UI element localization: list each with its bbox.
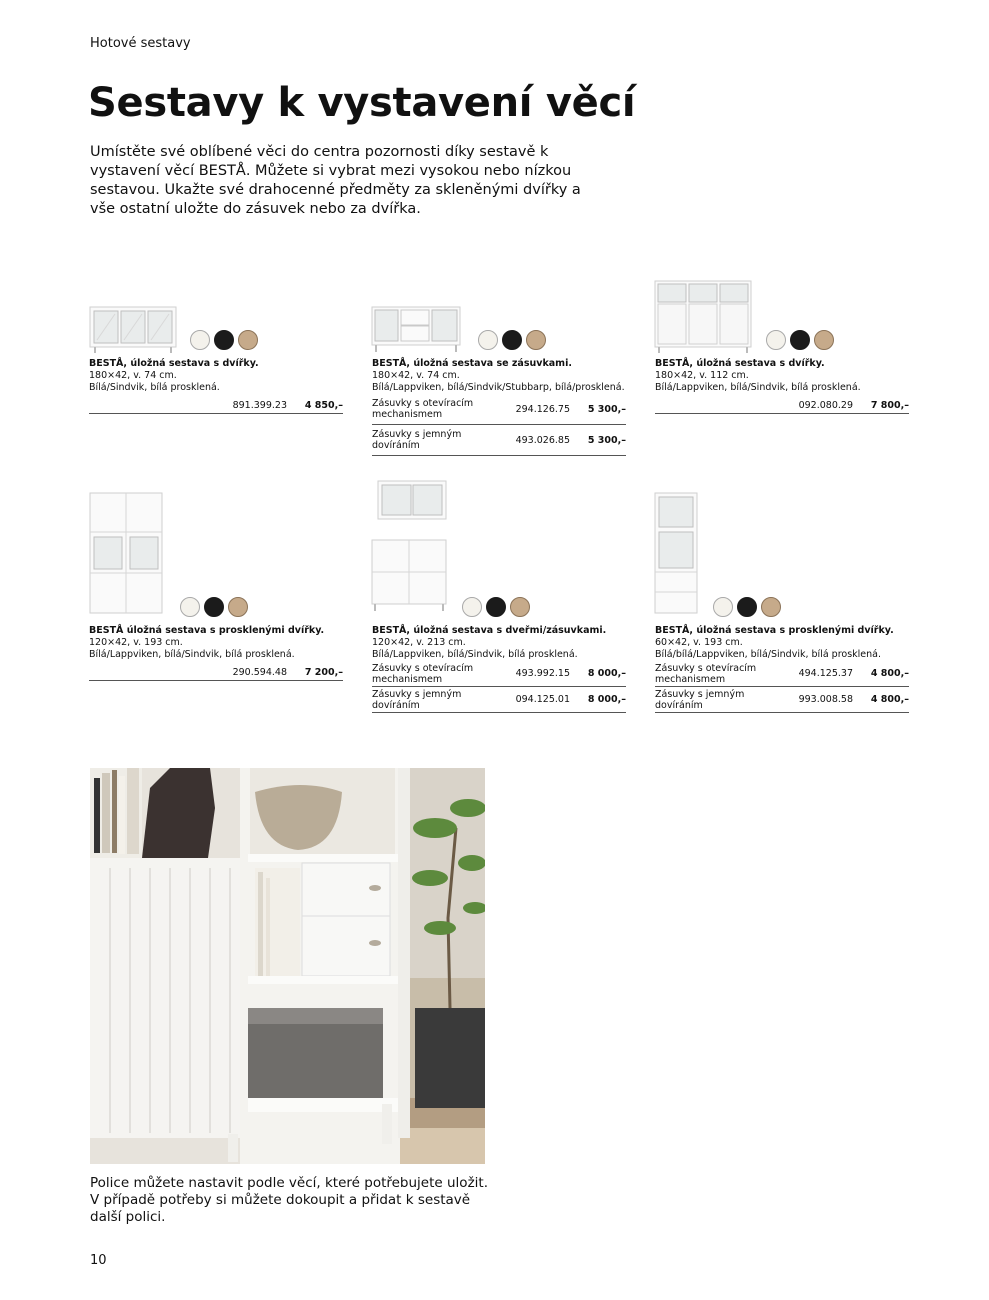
intro-paragraph: Umístěte své oblíbené věci do centra pozornosti díky sestavě k vystavení věcí BESTÅ. Můžete si vybrat mezi vysokou nebo nízkou sestavou. Ukažte své drahocenné předměty za skleněnými dvířky a vše ostatní uložte do zásuvek nebo za dvířka.	[90, 144, 581, 217]
price-row	[372, 394, 626, 425]
swatch-oak[interactable]	[814, 330, 834, 350]
swatch-oak[interactable]	[526, 330, 546, 350]
price-row	[655, 398, 909, 414]
lifestyle-photo	[90, 768, 485, 1164]
price-row	[655, 661, 909, 687]
price: 4 800,–	[870, 668, 909, 679]
swatch-oak[interactable]	[228, 597, 248, 617]
color-swatches	[766, 330, 834, 350]
product-size: 180×42, v. 74 cm.	[89, 370, 177, 381]
product-card	[655, 625, 909, 713]
swatch-white[interactable]	[766, 330, 786, 350]
product-size: 180×42, v. 74 cm.	[372, 370, 460, 381]
product-size: 120×42, v. 213 cm.	[372, 637, 466, 648]
article-number: 493.992.15	[515, 668, 570, 679]
row-label: Zásuvky s otevíracím mechanismem	[372, 398, 474, 420]
color-swatches	[478, 330, 546, 350]
swatch-oak[interactable]	[510, 597, 530, 617]
product-card	[655, 358, 909, 414]
product-finish: Bílá/Lappviken, bílá/Sindvik, bílá prosklená.	[89, 649, 295, 660]
article-number: 891.399.23	[232, 400, 287, 411]
product-card	[89, 625, 343, 681]
product-name: BESTÅ, úložná sestava s prosklenými dvířky.	[655, 625, 894, 636]
swatch-oak[interactable]	[238, 330, 258, 350]
swatch-white[interactable]	[190, 330, 210, 350]
price: 8 000,–	[587, 694, 626, 705]
product-image[interactable]	[89, 492, 165, 616]
article-number: 993.008.58	[798, 694, 853, 705]
row-label: Zásuvky s otevíracím mechanismem	[655, 662, 757, 685]
swatch-black[interactable]	[214, 330, 234, 350]
swatch-black[interactable]	[790, 330, 810, 350]
price: 8 000,–	[587, 668, 626, 679]
page-number: 10	[90, 1253, 107, 1268]
price: 4 850,–	[304, 400, 343, 411]
row-label: Zásuvky s jemným dovíráním	[655, 688, 745, 711]
price: 5 300,–	[587, 434, 626, 446]
row-label: Zásuvky s jemným dovíráním	[372, 429, 462, 451]
product-finish: Bílá/Lappviken, bílá/Sindvik/Stubbarp, bílá/prosklená.	[372, 382, 625, 393]
article-number: 294.126.75	[515, 403, 570, 415]
page-title: Sestavy k vystavení věcí	[88, 80, 636, 126]
product-size: 120×42, v. 193 cm.	[89, 637, 183, 648]
product-image[interactable]	[371, 480, 449, 612]
swatch-white[interactable]	[462, 597, 482, 617]
product-finish: Bílá/Sindvik, bílá prosklená.	[89, 382, 220, 393]
price: 7 200,–	[304, 667, 343, 678]
price-row	[655, 687, 909, 713]
price-row	[372, 687, 626, 713]
swatch-oak[interactable]	[761, 597, 781, 617]
article-number: 494.125.37	[798, 668, 853, 679]
price: 5 300,–	[587, 403, 626, 415]
color-swatches	[190, 330, 258, 350]
product-name: BESTÅ, úložná sestava s dvířky.	[655, 358, 825, 369]
article-number: 094.125.01	[515, 694, 570, 705]
product-card	[372, 358, 626, 456]
product-size: 180×42, v. 112 cm.	[655, 370, 749, 381]
article-number: 290.594.48	[232, 667, 287, 678]
product-finish: Bílá/Lappviken, bílá/Sindvik, bílá prosklená.	[372, 649, 578, 660]
product-image[interactable]	[654, 280, 754, 354]
price: 4 800,–	[870, 694, 909, 705]
photo-caption: Police můžete nastavit podle věcí, které potřebujete uložit. V případě potřeby si můžete dokoupit a přidat k sestavě další polici.	[90, 1175, 488, 1225]
color-swatches	[462, 597, 530, 617]
product-name: BESTÅ úložná sestava s prosklenými dvířky.	[89, 625, 325, 636]
color-swatches	[180, 597, 248, 617]
swatch-white[interactable]	[478, 330, 498, 350]
price-row	[89, 398, 343, 414]
swatch-white[interactable]	[713, 597, 733, 617]
product-name: BESTÅ, úložná sestava se zásuvkami.	[372, 358, 572, 369]
row-label: Zásuvky s otevíracím mechanismem	[372, 662, 474, 685]
swatch-black[interactable]	[502, 330, 522, 350]
price-row	[89, 665, 343, 681]
product-card	[372, 625, 626, 713]
product-image[interactable]	[89, 306, 179, 354]
product-card	[89, 358, 343, 414]
product-size: 60×42, v. 193 cm.	[655, 637, 743, 648]
article-number: 493.026.85	[515, 434, 570, 446]
product-image[interactable]	[654, 492, 700, 616]
product-name: BESTÅ, úložná sestava s dvířky.	[89, 358, 259, 369]
swatch-black[interactable]	[737, 597, 757, 617]
row-label: Zásuvky s jemným dovíráním	[372, 688, 462, 711]
product-finish: Bílá/bílá/Lappviken, bílá/Sindvik, bílá prosklená.	[655, 649, 881, 660]
price-row	[372, 661, 626, 687]
section-label: Hotové sestavy	[90, 36, 191, 51]
price: 7 800,–	[870, 400, 909, 411]
product-finish: Bílá/Lappviken, bílá/Sindvik, bílá prosklená.	[655, 382, 861, 393]
product-name: BESTÅ, úložná sestava s dveřmi/zásuvkami.	[372, 625, 607, 636]
product-image[interactable]	[371, 306, 463, 354]
article-number: 092.080.29	[798, 400, 853, 411]
swatch-black[interactable]	[204, 597, 224, 617]
color-swatches	[713, 597, 781, 617]
swatch-black[interactable]	[486, 597, 506, 617]
price-row	[372, 425, 626, 456]
swatch-white[interactable]	[180, 597, 200, 617]
